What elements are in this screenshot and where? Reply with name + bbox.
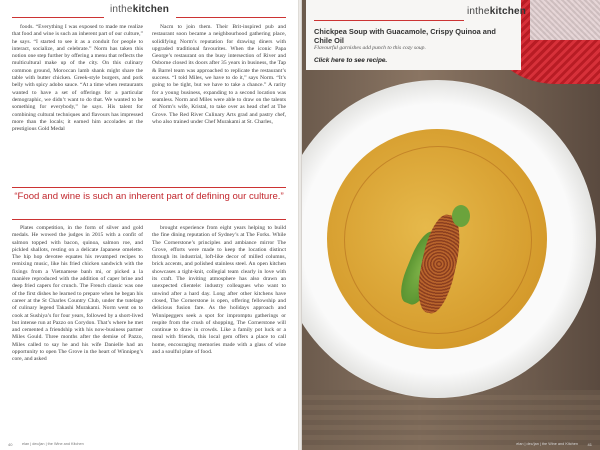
page-gutter bbox=[298, 0, 302, 450]
pull-quote: “Food and wine is such an inherent part of defining our culture.” bbox=[14, 191, 284, 202]
header-rule bbox=[176, 17, 286, 18]
article-column-2: Nacm to join them. Their Brit-inspired pub and restaurant soon became a neighbourhood gathering place, solidifying Norm’s reputation for drawing diners with upgraded traditional favourites. When the iconic Papa George’s restaurant on the busy intersection of River and Osborne closed its doors after 35 years in business, the Tap & Barrel team was approached to replicate the restaurant’s success. “I told Miles, we have to do it,” says Norm. “It’s going to be tight, but we have to take a chance.” A rarity for a young business, expanding to a second location was seamless. Norm and Miles were able to draw on the talents of Norm’s wife, Kristal, to take over as head chef at The Grove. The Red River Culinary Arts grad and pastry chef, who also trained under Chef Murakami at St. Charles, bbox=[152, 24, 286, 125]
article-column-3: Plates competition, in the form of silver and gold medals. He wowed the judges in 2015 with a confit of salmon topped with bacon, quinoa, salmon roe, and pickled shallots, resting on a delicate Japanese omelette. The hip hop devotee equates his revamped recipes to remixing music, like his fried chicken sandwich with the fixings from a Vietnamese banh mi, or picked a la manière reproduced with the addition of caper brine and deep fried capers for crunch. The French classic was one of the first dishes he learned to prepare when he began his career at the St Charles Country Club, under the tutelage of culinary legend Takashi Murakami. Norm went on to cook at Sushiya’s for four years, followed by a short-lived but intense run at Pazzo on Corydon. That’s where he met and cemented a friendship with his now-business partner Miles Gould. Three months after the demise of Pazzo, Miles called to say he and his wife Danielle had an opportunity to open The Grove in the heart of Winnipeg’s core, and asked bbox=[12, 225, 143, 363]
wood-table bbox=[300, 390, 600, 450]
article-column-1: foods. “Everything I was exposed to made me realize that food and wine is such an inherent part of our culture,” he says. “I started to see it as a conduit for people to interact, socialize, and celebrate.” Norm has taken this notion one step further by offering a menu that reflects the multicultural make up of the city. On this culinary common ground, Moroccan lamb shank might share the table with butter chicken. Greek-style burgers, and pork belly with spicy adobo sauce. “At a time when restaurants wanted to have a set of offerings for a particular demographic, we didn’t want to do that. We wanted to be something for everybody,” he says. His talent for combining cultural techniques and flavours has impressed more than the locals; it earned him accolades at the prestigious Gold Medal bbox=[12, 24, 143, 133]
white-knit-cloth bbox=[530, 0, 600, 40]
header-rule bbox=[12, 17, 104, 18]
article-column-4: brought experience from eight years helping to build the fine dining reputation of Sydney’s at The Forks. While The Cornerstone’s principles and ambiance mirror The Grove, efforts were made to keep the location distinct through its industrial, loft-like decor of milled columns, brick accents, and polished stainless steel. An open kitchen showcases a tight-knit, collegial team clearly in love with its craft. The inviting atmosphere has also drawn an unexpected clientele: industry colleagues who want to unwind after a hard day. Long after other kitchens have closed, The Cornerstone is open, offering fellowship and delicious fusion fare. As the holidays approach and Winnipeggers seek a spot for impromptu gatherings or respite from the crush of shopping, The Cornerstone will continue to draw in crowds. Like a family pot luck or a meal with friends, this local gem offers a place to call home, encouraging memories made with a glass of wine and a soulful plate of food. bbox=[152, 225, 286, 356]
page-footer: elan | dec/jan | the Wine and Kitchen bbox=[516, 442, 578, 446]
page-number: 40 bbox=[8, 442, 13, 447]
section-brand: inthekitchen bbox=[110, 4, 170, 15]
page-number: 41 bbox=[587, 442, 592, 447]
pull-quote-rule-bottom bbox=[12, 219, 286, 220]
recipe-title: Chickpea Soup with Guacamole, Crispy Quinoa and Chile Oil bbox=[314, 27, 496, 45]
guacamole-garnish-small bbox=[452, 205, 470, 227]
right-page bbox=[300, 0, 600, 450]
page-footer: elan | dec/jan | the Wine and Kitchen bbox=[22, 442, 84, 446]
pull-quote-rule-top bbox=[12, 187, 286, 188]
section-brand: inthekitchen bbox=[467, 6, 527, 17]
recipe-link[interactable]: Click here to see recipe. bbox=[314, 57, 388, 64]
recipe-subtitle: Flavourful garnishes add punch to this cozy soup. bbox=[314, 45, 426, 51]
header-rule bbox=[314, 20, 464, 21]
